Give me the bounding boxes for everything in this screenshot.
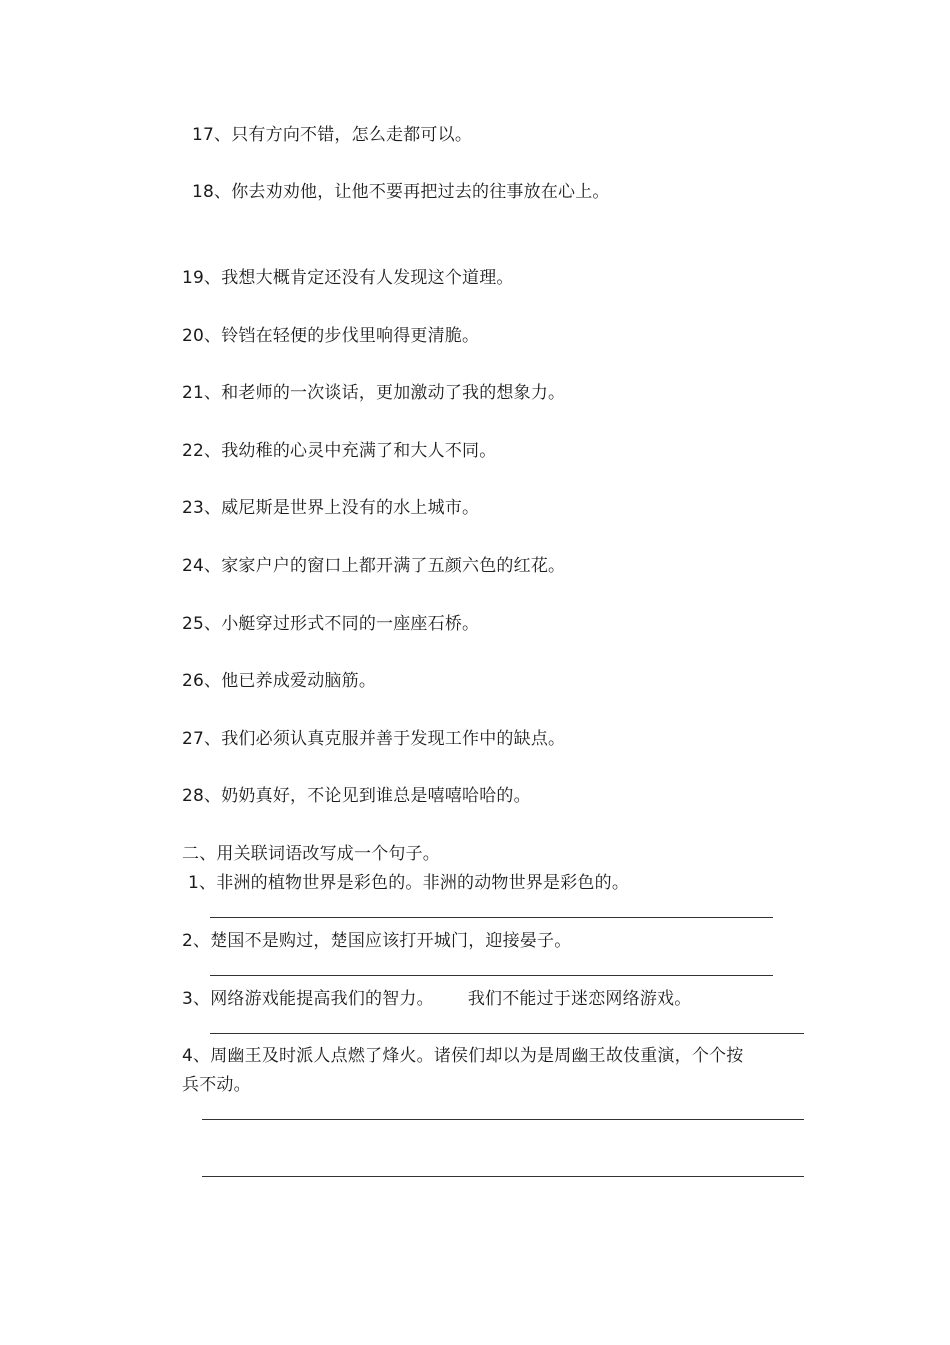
item-number: 24、 (182, 556, 222, 576)
item-number: 25、 (182, 614, 222, 634)
item-number: 23、 (182, 498, 222, 518)
sentence-item-25 (182, 613, 479, 635)
question-text: 楚国不是购过，楚国应该打开城门，迎接晏子。 (210, 931, 572, 951)
item-number: 20、 (182, 326, 222, 346)
rewrite-question-4-continuation: 兵不动。 (182, 1075, 251, 1095)
sentence-item-17 (192, 124, 472, 146)
rewrite-question-2 (182, 930, 571, 952)
question-text-b: 我们不能过于迷恋网络游戏。 (467, 989, 692, 1009)
item-text: 只有方向不错，怎么走都可以。 (231, 125, 473, 145)
item-number: 17、 (192, 125, 232, 145)
answer-line[interactable] (210, 917, 773, 918)
sentence-item-18 (192, 181, 610, 203)
item-text: 小艇穿过形式不同的一座座石桥。 (221, 614, 480, 634)
question-number: 4、 (182, 1046, 211, 1066)
rewrite-question-3 (182, 988, 691, 1010)
rewrite-question-4 (182, 1045, 743, 1067)
item-text: 和老师的一次谈话，更加激动了我的想象力。 (221, 383, 566, 403)
item-text: 你去劝劝他，让他不要再把过去的往事放在心上。 (231, 182, 610, 202)
sentence-item-28 (182, 785, 531, 807)
question-number: 3、 (182, 989, 211, 1009)
section-heading: 二、用关联词语改写成一个句子。 (182, 844, 440, 864)
item-text: 铃铛在轻便的步伐里响得更清脆。 (221, 326, 480, 346)
question-text-a: 网络游戏能提高我们的智力。 (210, 989, 434, 1009)
item-text: 我想大概肯定还没有人发现这个道理。 (221, 268, 514, 288)
sentence-item-26 (182, 670, 376, 692)
item-number: 18、 (192, 182, 232, 202)
sentence-item-20 (182, 325, 479, 347)
question-number: 2、 (182, 931, 211, 951)
item-number: 27、 (182, 729, 222, 749)
answer-line[interactable] (210, 975, 773, 976)
answer-line[interactable] (202, 1176, 804, 1177)
sentence-item-23 (182, 497, 479, 519)
item-number: 26、 (182, 671, 222, 691)
sentence-item-21 (182, 382, 565, 404)
item-number: 22、 (182, 441, 222, 461)
question-number: 1、 (188, 873, 217, 893)
item-number: 28、 (182, 786, 222, 806)
item-text: 他已养成爱动脑筋。 (221, 671, 377, 691)
item-text: 奶奶真好，不论见到谁总是嘻嘻哈哈的。 (221, 786, 531, 806)
answer-line[interactable] (210, 1033, 804, 1034)
sentence-item-19 (182, 267, 514, 289)
sentence-item-22 (182, 440, 496, 462)
sentence-item-24 (182, 555, 565, 577)
sentence-item-27 (182, 728, 565, 750)
item-number: 19、 (182, 268, 222, 288)
item-number: 21、 (182, 383, 222, 403)
answer-line[interactable] (202, 1119, 804, 1120)
item-text: 家家户户的窗口上都开满了五颜六色的红花。 (221, 556, 566, 576)
item-text: 我幼稚的心灵中充满了和大人不同。 (221, 441, 497, 461)
rewrite-question-1 (188, 872, 629, 894)
question-text-line1: 周幽王及时派人点燃了烽火。诸侯们却以为是周幽王故伎重演，个个按 (210, 1046, 744, 1066)
item-text: 我们必须认真克服并善于发现工作中的缺点。 (221, 729, 566, 749)
item-text: 威尼斯是世界上没有的水上城市。 (221, 498, 480, 518)
question-text: 非洲的植物世界是彩色的。非洲的动物世界是彩色的。 (216, 873, 630, 893)
